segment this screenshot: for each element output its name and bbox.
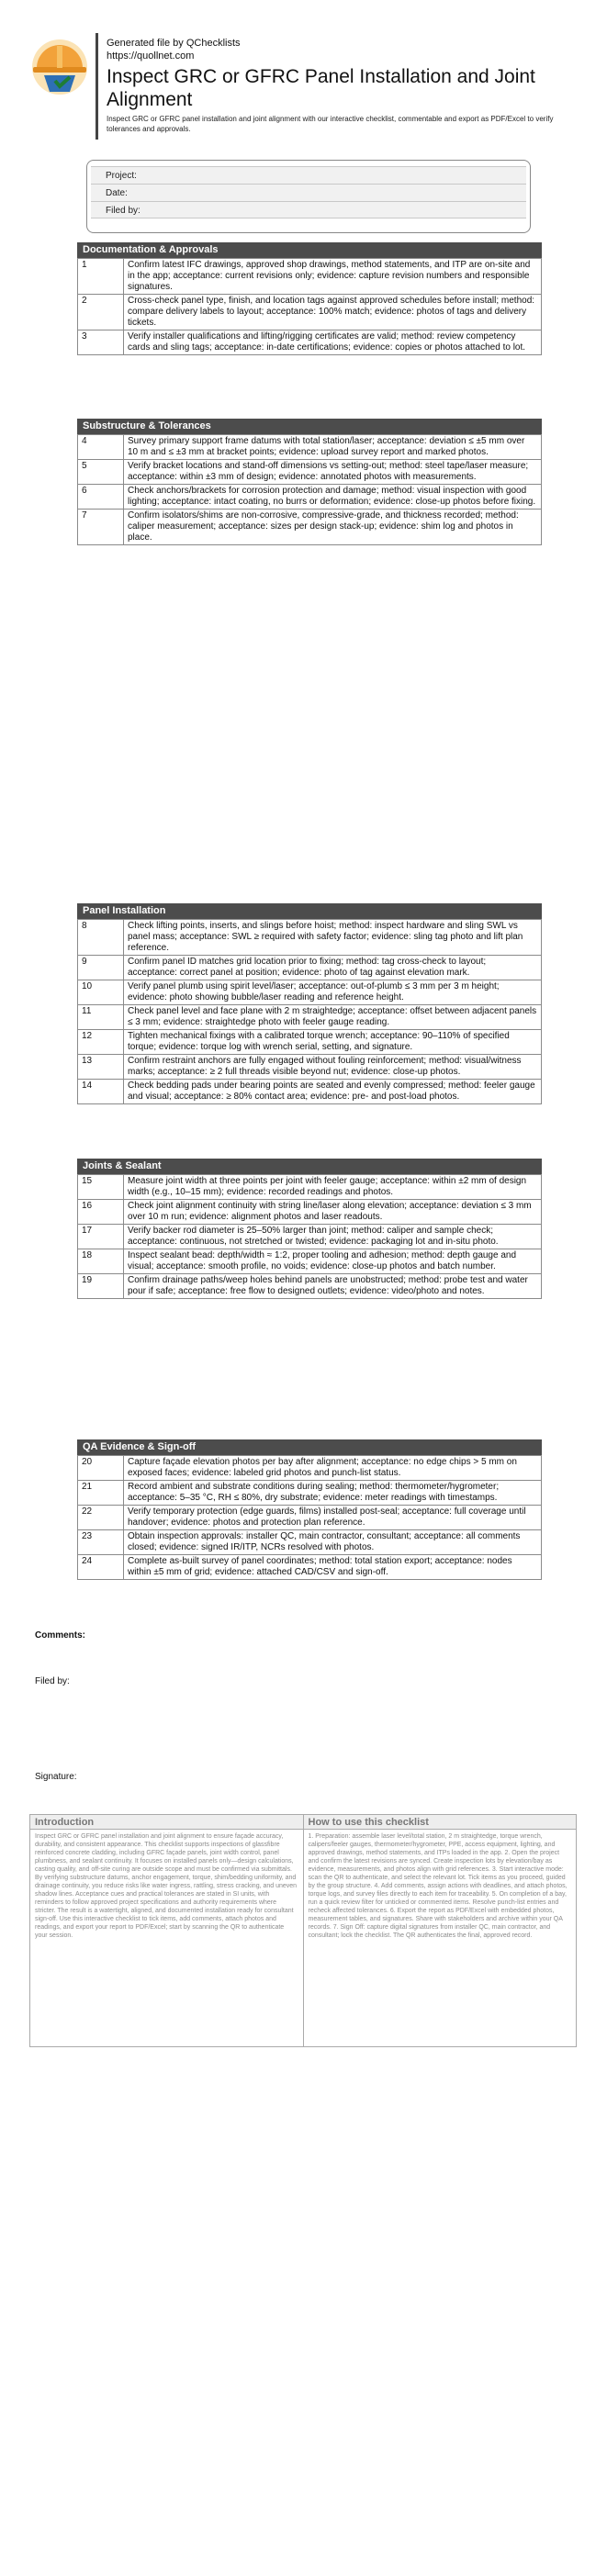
item-text: Tighten mechanical fixings with a calibrated torque wrench; acceptance: 90–110% of specified torque; evidence: torque log with wrench serial, setting, and signature.: [124, 1030, 542, 1055]
item-number: 23: [78, 1530, 124, 1555]
checklist-item[interactable]: [78, 259, 542, 295]
checklist-item[interactable]: [78, 295, 542, 330]
introduction-panel: [30, 1815, 303, 2046]
checklist-item[interactable]: [78, 460, 542, 485]
item-number: 17: [78, 1225, 124, 1249]
section-substructure: [77, 419, 542, 545]
item-text: Complete as-built survey of panel coordinates; method: total station export; acceptance: nodes within ±5 mm of grid; evidence: attached CAD/CSV and sign-off.: [124, 1555, 542, 1580]
header-divider: [96, 33, 98, 140]
item-text: Check panel level and face plane with 2 m straightedge; acceptance: offset between adjacent panels ≤ 3 mm; evidence: straightedge photo with feeler gauge reading.: [124, 1005, 542, 1030]
checklist-item[interactable]: [78, 1506, 542, 1530]
how-to-panel: [303, 1815, 577, 2046]
project-info-box: [86, 160, 531, 233]
checklist-table: [77, 919, 542, 1104]
checklist-item[interactable]: [78, 1080, 542, 1104]
page-subtitle: Inspect GRC or GFRC panel installation and joint alignment with our interactive checklist, commentable and export as PDF/Excel to verify tolerances and approvals.: [107, 115, 554, 133]
checklist-item[interactable]: [78, 920, 542, 956]
section-joints-sealant: [77, 1159, 542, 1299]
checklist-item[interactable]: [78, 1030, 542, 1055]
checklist-item[interactable]: [78, 485, 542, 510]
item-number: 12: [78, 1030, 124, 1055]
item-number: 19: [78, 1274, 124, 1299]
page-header: [29, 33, 580, 143]
introduction-text: Inspect GRC or GFRC panel installation and joint alignment to ensure façade accuracy, durability, and consistent appearance. This checklist supports inspections of glassfibre reinforced concrete cladding, including GFRC façade panels, joint width control, panel plumbness, and sealant continuity. It focuses on installed panels only—design calculations, casting quality, and off-site curing are outside scope and must be confirmed via submittals. By verifying substructure datums, anchor engagement, torque, shim/bedding uniformity, and drainage continuity, you reduce risks like water ingress, rattling, stress cracking, and uneven shadow lines. Acceptance cues and practical tolerances are stated in SI units, with reminders to follow approved project specifications and authority requirements where stricter. The result is a watertight, aligned, and documented installation ready for consultant sign-off. Use this interactive checklist to tick items, add comments, attach photos and readings, and export your report to PDF/Excel; start by scanning the QR to authenticate your session.: [35, 1833, 298, 1939]
item-text: Verify backer rod diameter is 25–50% larger than joint; method: caliper and sample check; acceptance: continuous, not stretched or twisted; evidence: packaging lot and in-situ photo.: [124, 1225, 542, 1249]
checklist-item[interactable]: [78, 956, 542, 980]
checklist-item[interactable]: [78, 1481, 542, 1506]
item-number: 6: [78, 485, 124, 510]
checklist-item[interactable]: [78, 1274, 542, 1299]
item-number: 1: [78, 259, 124, 295]
header-text: [107, 37, 584, 134]
item-number: 4: [78, 435, 124, 460]
item-text: Inspect sealant bead: depth/width ≈ 1:2, proper tooling and adhesion; method: depth gauge and visual; acceptance: smooth profile, no voids; evidence: close-up photos and batch number.: [124, 1249, 542, 1274]
item-number: 5: [78, 460, 124, 485]
how-to-title: How to use this checklist: [304, 1815, 577, 1830]
item-text: Verify installer qualifications and lifting/rigging certificates are valid; method: review competency cards and sling tags; acceptance: in-date certifications; evidence: copies or photos attached to lot.: [124, 330, 542, 355]
item-number: 9: [78, 956, 124, 980]
section-qa-signoff: [77, 1439, 542, 1580]
item-number: 15: [78, 1175, 124, 1200]
item-text: Check bedding pads under bearing points are seated and evenly compressed; method: feeler gauge and visual; acceptance: ≥ 80% contact area; evidence: pre- and post-load photos.: [124, 1080, 542, 1104]
section-header: Documentation & Approvals: [77, 242, 542, 258]
item-number: 21: [78, 1481, 124, 1506]
item-text: Capture façade elevation photos per bay after alignment; acceptance: no edge chips > 5 mm on exposed faces; evidence: labeled grid photos and punch-list status.: [124, 1456, 542, 1481]
checklist-item[interactable]: [78, 435, 542, 460]
item-text: Check lifting points, inserts, and slings before hoist; method: inspect hardware and sling SWL vs panel mass; acceptance: SWL ≥ required with safety factor; evidence: sling tag photo and lift plan reference.: [124, 920, 542, 956]
info-footer: [29, 1814, 577, 2047]
checklist-item[interactable]: [78, 1249, 542, 1274]
item-text: Survey primary support frame datums with total station/laser; acceptance: deviation ≤ ±5 mm over 10 m and ≤ ±3 mm at bracket points; evidence: upload survey report and marked photos.: [124, 435, 542, 460]
introduction-title: Introduction: [30, 1815, 303, 1830]
item-number: 7: [78, 510, 124, 545]
checklist-item[interactable]: [78, 1055, 542, 1080]
checklist-item[interactable]: [78, 1200, 542, 1225]
checklist-item[interactable]: [78, 1456, 542, 1481]
checklist-item[interactable]: [78, 1175, 542, 1200]
checklist-item[interactable]: [78, 1225, 542, 1249]
item-number: 10: [78, 980, 124, 1005]
item-text: Record ambient and substrate conditions during sealing; method: thermometer/hygrometer; acceptance: 5–35 °C, RH ≤ 80%, dry substrate; evidence: meter readings with timestamps.: [124, 1481, 542, 1506]
item-text: Check joint alignment continuity with string line/laser along elevation; acceptance: deviation ≤ 3 mm over 10 m run; evidence: alignment photos and laser readouts.: [124, 1200, 542, 1225]
item-number: 14: [78, 1080, 124, 1104]
checklist-table: [77, 1455, 542, 1580]
checklist-item[interactable]: [78, 980, 542, 1005]
date-field[interactable]: Date:: [91, 184, 526, 201]
item-number: 2: [78, 295, 124, 330]
item-text: Confirm isolators/shims are non-corrosive, compressive-grade, and thickness recorded; method: caliper measurement; acceptance: sizes per design stack-up; evidence: shim log and photos in place.: [124, 510, 542, 545]
checklist-item[interactable]: [78, 510, 542, 545]
item-text: Verify bracket locations and stand-off dimensions vs setting-out; method: steel tape/laser measure; acceptance: within ±3 mm of design; evidence: annotated photos with measurements.: [124, 460, 542, 485]
source-link[interactable]: https://quollnet.com: [107, 50, 195, 62]
item-text: Measure joint width at three points per joint with feeler gauge; acceptance: within ±2 mm of design width (e.g., 10–15 mm); evidence: recorded readings and photos.: [124, 1175, 542, 1200]
section-header: QA Evidence & Sign-off: [77, 1439, 542, 1455]
item-number: 16: [78, 1200, 124, 1225]
item-text: Verify temporary protection (edge guards, films) installed post-seal; acceptance: full coverage until handover; evidence: photos and protection plan reference.: [124, 1506, 542, 1530]
item-number: 8: [78, 920, 124, 956]
item-number: 3: [78, 330, 124, 355]
item-number: 20: [78, 1456, 124, 1481]
checklist-item[interactable]: [78, 1555, 542, 1580]
checklist-item[interactable]: [78, 1530, 542, 1555]
item-text: Verify panel plumb using spirit level/laser; acceptance: out-of-plumb ≤ 3 mm per 3 m height; evidence: photo showing bubble/laser reading and reference height.: [124, 980, 542, 1005]
checklist-table: [77, 258, 542, 355]
checklist-item[interactable]: [78, 330, 542, 355]
item-text: Confirm latest IFC drawings, approved shop drawings, method statements, and ITP are on-site and in the app; acceptance: current revisions only; evidence: capture revision numbers and responsible signatures.: [124, 259, 542, 295]
section-documentation: [77, 242, 542, 355]
filed-by-label: Filed by:: [35, 1676, 70, 1686]
page-title: Inspect GRC or GFRC Panel Installation and Joint Alignment: [107, 66, 535, 110]
project-field[interactable]: Project:: [91, 166, 526, 184]
item-text: Confirm drainage paths/weep holes behind panels are unobstructed; method: probe test and water pour if safe; acceptance: free flow to designed outlets; evidence: video/photo and notes.: [124, 1274, 542, 1299]
generated-by: Generated file by QChecklists: [107, 38, 241, 49]
section-panel-installation: [77, 903, 542, 1104]
item-text: Obtain inspection approvals: installer QC, main contractor, consultant; acceptance: all comments closed; evidence: signed IR/ITP, NCRs resolved with photos.: [124, 1530, 542, 1555]
section-header: Joints & Sealant: [77, 1159, 542, 1174]
item-text: Check anchors/brackets for corrosion protection and damage; method: visual inspection with good lighting; acceptance: intact coating, no burrs or deformation; evidence: close-up photos before fixing.: [124, 485, 542, 510]
filed-by-field[interactable]: Filed by:: [91, 201, 526, 218]
item-number: 22: [78, 1506, 124, 1530]
signature-label: Signature:: [35, 1772, 77, 1782]
item-number: 24: [78, 1555, 124, 1580]
item-text: Cross-check panel type, finish, and location tags against approved schedules before install; method: compare delivery labels to layout; acceptance: 100% match; evidence: photos of tags and delivery tickets.: [124, 295, 542, 330]
comments-label: Comments:: [35, 1630, 86, 1641]
item-number: 11: [78, 1005, 124, 1030]
how-to-text: 1. Preparation: assemble laser level/total station, 2 m straightedge, torque wrench, calipers/feeler gauges, thermometer/hygrometer, PPE, access equipment, lighting, and approved drawings, method statements, and ITPs loaded in the app. 2. Open the project and confirm the latest revisions are synced. Create inspection lots by elevation/bay as evidence, measurements, and photos align with grid references. 3. Start interactive mode: scan the QR to authenticate, and select the relevant lot. Tick items as you proceed, guided by the group structure. 4. Add comments, assign actions with deadlines, and attach photos, torque logs, and survey files directly to each item for traceability. 5. On completion of a bay, run a quick review filter for unticked or commented items. Resolve punch-list entries and recheck affected tolerances. 6. Export the report as PDF/Excel with embedded photos, measurement tables, and signatures. Share with stakeholders and archive within your QA records. 7. Sign Off: capture digital signatures from installer QC, main contractor, and consultant; lock the checklist. The QR authenticates the final, approved record.: [308, 1833, 568, 1939]
item-text: Confirm panel ID matches grid location prior to fixing; method: tag cross-check to layout; acceptance: correct panel at position; evidence: photo of tag against elevation mark.: [124, 956, 542, 980]
logo-hardhat-icon: [29, 37, 90, 97]
checklist-table: [77, 434, 542, 545]
item-text: Confirm restraint anchors are fully engaged without fouling reinforcement; method: visual/witness marks; acceptance: ≥ 2 full threads visible beyond nut; evidence: close-up photos.: [124, 1055, 542, 1080]
section-header: Panel Installation: [77, 903, 542, 919]
item-number: 18: [78, 1249, 124, 1274]
section-header: Substructure & Tolerances: [77, 419, 542, 434]
checklist-item[interactable]: [78, 1005, 542, 1030]
item-number: 13: [78, 1055, 124, 1080]
checklist-table: [77, 1174, 542, 1299]
